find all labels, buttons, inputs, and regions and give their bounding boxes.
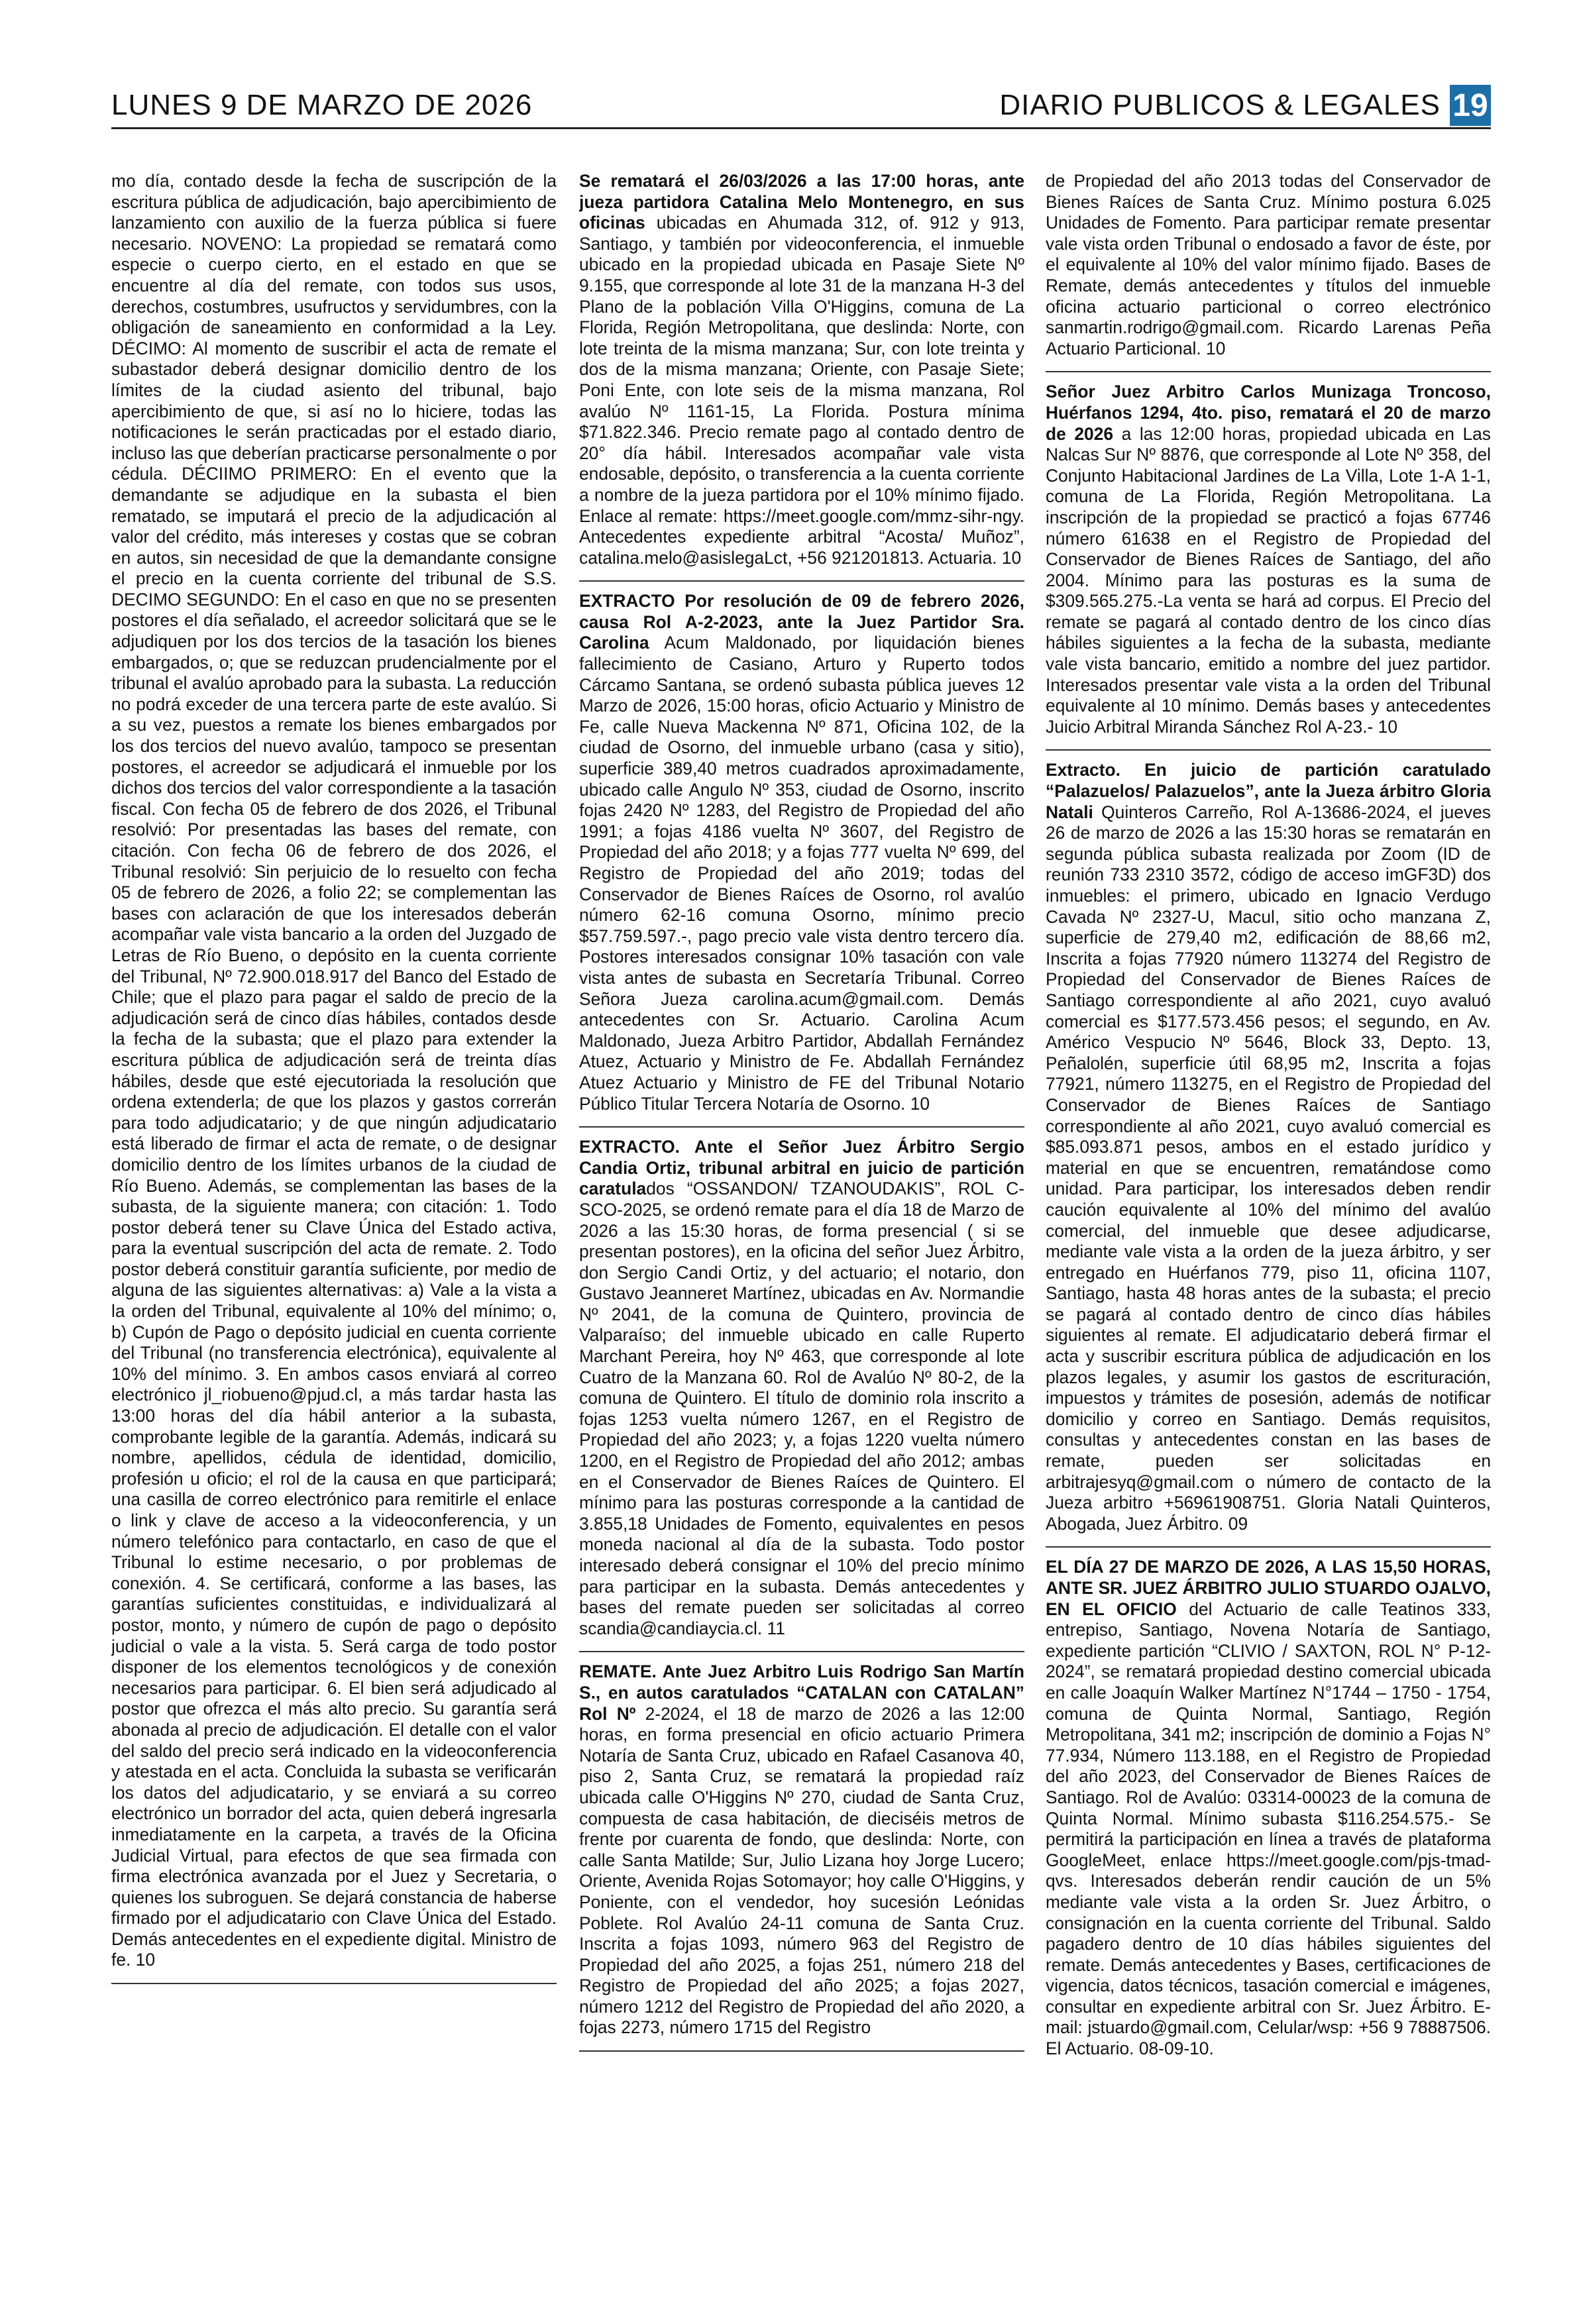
notice-remate-santa-cruz <box>579 1651 1024 2038</box>
issue-date: LUNES 9 DE MARZO DE 2026 <box>111 89 533 121</box>
notice-text: Acum Maldonado, por liquidación bienes fallecimiento de Casiano, Arturo y Ruperto todos Cárcamo Santana, se ordenó subasta pública jueves 12 Marzo de 2026, 15:00 horas, oficio Actuario y Ministro de Fe, calle Nueva Mackenna Nº 871, Oficina 102, de la ciudad de Osorno, del inmueble urbano (casa y sitio), superficie 389,40 metros cuadrados aproximadamente, ubicado calle Angulo Nº 353, ciudad de Osorno, inscrito fojas 2420 Nº 1283, del Registro de Propiedad del año 1991; a fojas 4186 vuelta Nº 3607, del Registro de Propiedad del año 2018; y a fojas 777 vuelta Nº 699, del Registro de Propiedad del año 2019; todas del Conservador de Bienes Raíces de Osorno, rol avalúo número 62-16 comuna Osorno, mínimo precio $57.759.597.-, pago precio vale vista dentro tercero día. Postores interesados consignar 10% tasación con vale vista antes de subasta en Secretaría Tribunal. Correo Señora Jueza carolina.acum@gmail.com. Demás antecedentes con Sr. Actuario. Carolina Acum Maldonado, Jueza Arbitro Partidor, Abdallah Fernández Atuez, Actuario y Ministro de Fe. Abdallah Fernández Atuez Actuario y Ministro de FE del Tribunal Notario Público Titular Tercera Notaría de Osorno. 10 <box>579 633 1024 1114</box>
page-header <box>111 85 1491 129</box>
notice-heading: EXTRACTO Por resolución de 09 de febrero 2026, causa Rol A-2-2023, ante la Juez Partidor Sra. Carolina <box>579 591 1024 653</box>
notice-remate-quinta-normal <box>1046 1546 1491 2059</box>
page-number: 19 <box>1450 85 1491 126</box>
notice-heading: Señor Juez Arbitro Carlos Munizaga Troncoso, Huérfanos 1294, 4to. piso, rematará el 20 de marzo de 2026 <box>1046 382 1491 444</box>
notice-text: Quinteros Carreño, Rol A-13686-2024, el jueves 26 de marzo de 2026 a las 15:30 horas se rematarán en segunda pública subasta realizada por Zoom (ID de reunión 733 2310 3572, código de acceso imGF3D) dos inmuebles: el primero, ubicado en Ignacio Verdugo Cavada Nº 2327-U, Macul, sitio ocho manzana Z, superficie de 279,40 m2, edificación de 88,66 m2, Inscrita a fojas 77920 número 113274 del Registro de Propiedad del Conservador de Bienes Raíces de Santiago correspondiente al año 2021, cuyo avaluó comercial es $177.573.456 pesos; el segundo, en Av. Américo Vespucio Nº 5646, Block 33, Depto. 13, Peñalolén, superficie útil 68,95 m2, Inscrita a fojas 77921, número 113275, en el Registro de Propiedad del Conservador de Bienes Raíces de Santiago correspondiente al año 2021, cuyo avaluó comercial es $85.093.871 pesos, ambos en el estado jurídico y material en que se encuentren, rematándose como unidad. Para participar, los interesados deben rendir caución equivalente al 10% del mínimo del avalúo comercial, del inmueble que desee adjudicarse, mediante vale vista a la orden de la jueza árbitro, y ser entregado en Huérfanos 779, piso 11, oficina 1107, Santiago, hasta 48 horas antes de la subasta; el precio se pagará al contado dentro de cinco días hábiles siguientes al remate. El adjudicatario deberá firmar el acta y suscribir escritura pública de adjudicación en los plazos legales, y asumir los gastos de escrituración, impuestos y trámites de posesión, además de notificar domicilio y correo en Santiago. Demás requisitos, consultas y antecedentes constan en las bases de remate, pueden ser solicitadas en arbitrajesyq@gmail.com o número de contacto de la Jueza arbitro +56961908751. Gloria Natali Quinteros, Abogada, Juez Árbitro. 09 <box>1046 802 1491 1534</box>
column-end-rule <box>579 2050 1024 2052</box>
column-3 <box>1046 171 1491 2278</box>
notice-heading: EL DÍA 27 DE MARZO DE 2026, A LAS 15,50 HORAS, ANTE SR. JUEZ ÁRBITRO JULIO STUARDO OJALVO, EN EL OFICIO <box>1046 1557 1491 1619</box>
notice-extracto-palazuelos <box>1046 749 1491 1534</box>
column-1 <box>111 171 557 2278</box>
column-end-rule <box>111 1983 557 1984</box>
notice-text: dos “OSSANDON/ TZANOUDAKIS”, ROL C-SCO-2025, se ordenó remate para el día 18 de Marzo de 2026 a las 15:30 horas, de forma presencial ( si se presentan postores), en la oficina del señor Juez Árbitro, don Sergio Candi Ortiz, y del actuario; el notario, don Gustavo Jeanneret Martínez, ubicadas en Av. Normandie Nº 2041, de la comuna de Quintero, provincia de Valparaíso; del inmueble ubicado en calle Ruperto Marchant Pereira, hoy Nº 463, que corresponde al lote Cuatro de la Manzana 60. Rol de Avalúo Nº 80-2, de la comuna de Quintero. El título de dominio rola inscrito a fojas 1253 vuelta número 1267, en el Registro de Propiedad del año 2023; y, a fojas 1220 vuelta número 1200, en el Registro de Propiedad del año 2012; ambas en el Conservador de Bienes Raíces de Quintero. El mínimo para las posturas corresponde a la cantidad de 3.855,18 Unidades de Fomento, equivalentes en pesos moneda nacional al día de la subasta. Todo postor interesado deberá consignar el 10% del precio mínimo para participar en la subasta. Demás antecedentes y bases del remate pueden ser solicitadas al correo scandia@candiaycia.cl. 11 <box>579 1179 1024 1638</box>
column-2 <box>579 171 1024 2278</box>
notice-text: mo día, contado desde la fecha de suscripción de la escritura pública de adjudicación, bajo apercibimiento de lanzamiento con auxilio de la fuerza pública si fuere necesario. NOVENO: La propiedad se rematará como especie o cuerpo cierto, en el estado en que se encuentre al día del remate, con todos sus usos, derechos, costumbres, usufructos y servidumbres, con la obligación de saneamiento en conformidad a la Ley. DÉCIMO: Al momento de suscribir el acta de remate el subastador deberá designar domicilio dentro de los límites de la ciudad asiento del tribunal, bajo apercibimiento de que, si así no lo hiciere, todas las notificaciones le serán practicadas por el estado diario, incluso las que deberían practicarse personalmente o por cédula. DÉCIIMO PRIMERO: En el evento que la demandante se adjudique en la subasta el bien rematado, se imputará el precio de la adjudicación al valor del crédito, más intereses y costas que se cobran en autos, sin necesidad de que la demandante consigne el precio en la cuenta corriente del tribunal de S.S. DECIMO SEGUNDO: En el caso en que no se presenten postores el día señalado, el acreedor solicitará que se le adjudiquen por los dos tercios de la tasación los bienes embargados, o; que se reduzcan prudencialmente por el tribunal el avalúo aprobado para la subasta. La reducción no podrá exceder de una tercera parte de este avalúo. Si a su vez, puestos a remate los bienes embargados por los dos tercios del nuevo avalúo, tampoco se presentan postores, el acreedor se adjudicará el inmueble por los dichos dos tercios del valor correspondiente a la tasación fiscal. Con fecha 05 de febrero de dos 2026, el Tribunal resolvió: Por presentadas las bases del remate, con citación. Con fecha 06 de febrero de dos 2026, el Tribunal resolvió: Sin perjuicio de lo resuelto con fecha 05 de febrero de 2026, a folio 22; se complementan las bases con aclaración de que los interesados deberán acompañar vale vista bancario a la orden del Juzgado de Letras de Río Bueno, o depósito en la cuenta corriente del Tribunal, Nº 72.900.018.917 del Banco del Estado de Chile; que el plazo para pagar el saldo de precio de la adjudicación será de cinco días hábiles, contados desde la fecha de la subasta; que el plazo para extender la escritura pública de adjudicación será de treinta días hábiles, desde que esté ejecutoriada la resolución que ordena extenderla; de que los plazos y gastos correrán para todo adjudicatario; y de que ningún adjudicatario está liberado de firmar el acta de remate, o de designar domicilio dentro de los límites urbanos de la ciudad de Río Bueno. Además, se complementan las bases de la subasta, de la siguiente manera; con citación: 1. Todo postor deberá tener su Clave Única del Estado activa, para la eventual suscripción del acta de remate. 2. Todo postor deberá constituir garantía suficiente, por medio de alguna de las siguientes alternativas: a) Vale a la vista a la orden del Tribunal, equivalente al 10% del mínimo; o, b) Cupón de Pago o depósito judicial en cuenta corriente del Tribunal (no transferencia electrónica), equivalente al 10% del mínimo. 3. En ambos casos enviará al correo electrónico jl_riobueno@pjud.cl, a más tardar hasta las 13:00 horas del día hábil anterior a la subasta, comprobante legible de la garantía. Además, indicará su nombre, apellidos, cédula de identidad, domicilio, profesión u oficio; el rol de la causa en que participará; una casilla de correo electrónico para remitirle el enlace o link y clave de acceso a la videoconferencia, y un número telefónico para contactarlo, en caso de que el Tribunal lo estime necesario, o por problemas de conexión. 4. Se certificará, conforme a las bases, las garantías suficientes constituidas, e individualizará al postor, monto, y número de cupón de pago o depósito judicial o vale a la vista. 5. Será carga de todo postor disponer de los elementos tecnológicos y de conexión necesarios para participar. 6. El bien será adjudicado al postor que ofrezca el más alto precio. Su garantía será abonada al precio de adjudicación. El detalle con el valor del saldo del precio será indicado en la videoconferencia y atestada en el acta. Concluida la subasta se verificarán los datos del adjudicatario, y se enviará a su correo electrónico un borrador del acta, quien deberá ingresarla inmediatamente en la carpeta, a través de la Oficina Judicial Virtual, para efectos de que sea firmada con firma electrónica avanzada por el Juez y Secretaria, o quienes los subroguen. Se dejará constancia de haberse firmado por el adjudicatario con Clave Única del Estado. Demás antecedentes en el expediente digital. Ministro de fe. 10 <box>111 171 557 1970</box>
notice-continuation-santa-cruz <box>1046 171 1491 359</box>
notice-continuation-rio-bueno <box>111 171 557 1971</box>
notice-heading: REMATE. Ante Juez Arbitro Luis Rodrigo San Martín S., en autos caratulados “CATALAN con CATALAN” Rol Nº <box>579 1662 1024 1724</box>
notice-extracto-quintero <box>579 1126 1024 1639</box>
newspaper-title: DIARIO PUBLICOS & LEGALES <box>999 89 1441 121</box>
notice-remate-catalina-melo <box>579 171 1024 568</box>
notice-text: del Actuario de calle Teatinos 333, entrepiso, Santiago, Novena Notaría de Santiago, expediente partición “CLIVIO / SAXTON, ROL N° P-12-2024”, se rematará propiedad destino comercial ubicada en calle Joaquín Walker Martínez N°1744 – 1750 - 1754, comuna de Quinta Normal, Santiago, Región Metropolitana, 341 m2; inscripción de dominio a Fojas N° 77.934, Número 113.188, en el Registro de Propiedad del año 2023, del Conservador de Bienes Raíces de Santiago. Rol de Avalúo: 03314-00023 de la comuna de Quinta Normal. Mínimo subasta $116.254.575.- Se permitirá la participación en línea a través de plataforma GoogleMeet, enlace https://meet.google.com/pjs-tmad-qvs. Interesados deberán rendir caución de un 5% mediante vale vista a la orden Sr. Juez Árbitro, o consignación en la cuenta corriente del Tribunal. Saldo pagadero dentro de 10 días hábiles siguientes del remate. Demás antecedentes y Bases, certificaciones de vigencia, datos técnicos, tasación comercial e imágenes, consultar en expediente arbitral con Sr. Juez Árbitro. E-mail: jstuardo@gmail.com, Celular/wsp: +56 9 78887506. El Actuario. 08-09-10. <box>1046 1599 1491 2059</box>
notice-text: de Propiedad del año 2013 todas del Conservador de Bienes Raíces de Santa Cruz. Mínimo postura 6.025 Unidades de Fomento. Para participar remate presentar vale vista orden Tribunal o endosado a favor de éste, por el equivalente al 10% del valor mínimo fijado. Bases de Remate, demás antecedentes y títulos del inmueble oficina actuario particional o correo electrónico sanmartin.rodrigo@gmail.com. Ricardo Larenas Peña Actuario Particional. 10 <box>1046 171 1491 358</box>
header-right <box>999 85 1491 126</box>
notice-heading: EXTRACTO. Ante el Señor Juez Árbitro Sergio Candia Ortiz, tribunal arbitral en juicio de partición caratula <box>579 1137 1024 1199</box>
notice-heading: Extracto. En juicio de partición caratulado “Palazuelos/ Palazuelos”, ante la Jueza árbitro Gloria Natali <box>1046 760 1491 822</box>
notice-heading: Se rematará el 26/03/2026 a las 17:00 horas, ante jueza partidora Catalina Melo Montenegro, en sus oficinas <box>579 171 1024 233</box>
notice-text: a las 12:00 horas, propiedad ubicada en Las Nalcas Sur Nº 8876, que corresponde al Lote Nº 358, del Conjunto Habitacional Jardines de La Villa, Lote 1-A 1-1, comuna de La Florida, Región Metropolitana. La inscripción de la propiedad se practicó a fojas 67746 número 61638 en el Registro de Propiedad del Conservador de Bienes Raíces de Santiago, del año 2004. Mínimo para las posturas es la suma de $309.565.275.-La venta se hará ad corpus. El Precio del remate se pagará al contado dentro de los cinco días hábiles siguientes a la fecha de la subasta, mediante vale vista bancario, emitido a nombre del juez partidor. Interesados presentar vale vista a la orden del Tribunal equivalente al 10 mínimo. Demás bases y antecedentes Juicio Arbitral Miranda Sánchez Rol A-23.- 10 <box>1046 423 1491 737</box>
notice-extracto-osorno <box>579 580 1024 1114</box>
notice-text: ubicadas en Ahumada 312, of. 912 y 913, Santiago, y también por videoconferencia, el inmueble ubicado en la propiedad ubicada en Pasaje Siete Nº 9.155, que corresponde al lote 31 de la manzana H-3 del Plano de la población Villa O'Higgins, comuna de La Florida, Región Metropolitana, que deslinda: Norte, con lote treinta de la misma manzana; Sur, con lote treinta y dos de la misma manzana; Oriente, con Pasaje Siete; Poni Ente, con lote seis de la misma manzana, Rol avalúo Nº 1161-15, La Florida. Postura mínima $71.822.346. Precio remate pago al contado dentro de 20° día hábil. Interesados acompañar vale vista endosable, depósito, o transferencia a la cuenta corriente a nombre de la jueza partidora por el 10% mínimo fijado. Enlace al remate: https://meet.google.com/mmz-sihr-ngy. Antecedentes expediente arbitral “Acosta/ Muñoz”, catalina.melo@asislegaLct, +56 921201813. Actuaria. 10 <box>579 213 1024 568</box>
notice-remate-la-florida <box>1046 371 1491 737</box>
notice-text: 2-2024, el 18 de marzo de 2026 a las 12:00 horas, en forma presencial en oficio actuario Primera Notaría de Santa Cruz, ubicado en Rafael Casanova 40, piso 2, Santa Cruz, se rematará la propiedad raíz ubicada calle O'Higgins Nº 270, ciudad de Santa Cruz, compuesta de casa habitación, de dieciséis metros de frente por cuarenta de fondo, que deslinda: Norte, con calle Santa Matilde; Sur, Julio Lizana hoy Jorge Lucero; Oriente, Avenida Rojas Sotomayor; hoy calle O'Higgins, y Poniente, con el vendedor, hoy sucesión Leónidas Poblete. Rol Avalúo 24-11 comuna de Santa Cruz. Inscrita a fojas 1093, número 963 del Registro de Propiedad del año 2025, a fojas 251, número 218 del Registro de Propiedad del año 2025; a fojas 2027, número 1212 del Registro de Propiedad del año 2020, a fojas 2273, número 1715 del Registro <box>579 1703 1024 2038</box>
